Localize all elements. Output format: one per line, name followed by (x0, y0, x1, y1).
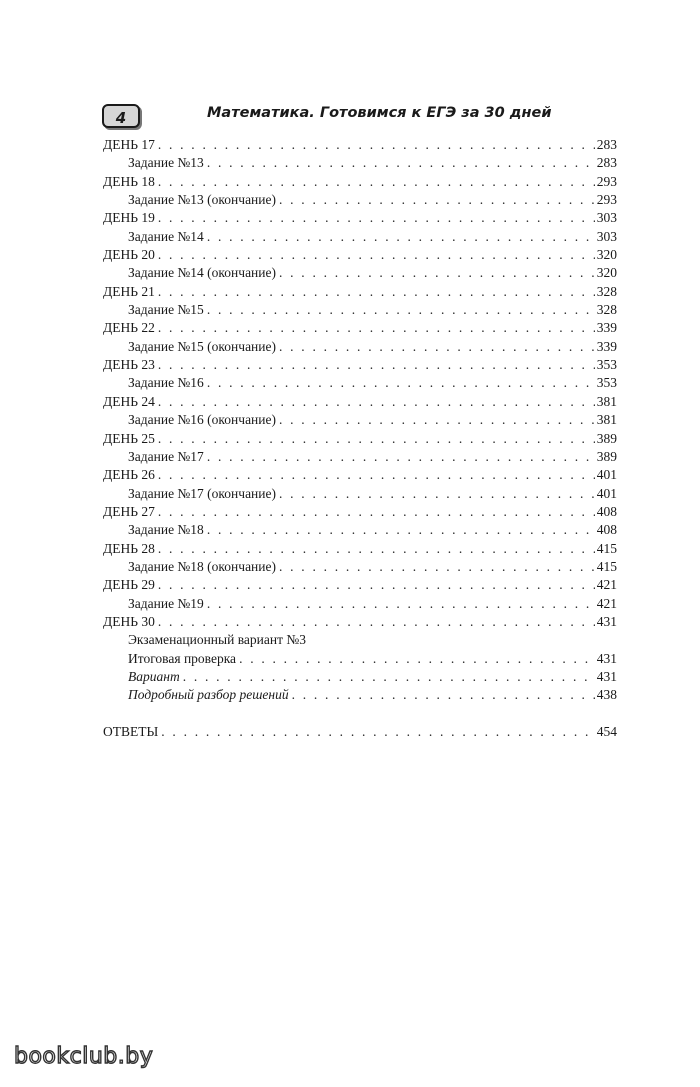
toc-entry-page: 293 (596, 173, 617, 189)
toc-leader-dots (279, 264, 595, 282)
toc-entry-label: ДЕНЬ 30 (103, 613, 155, 629)
toc-entry-page: 454 (596, 723, 617, 739)
toc-entry-day[interactable] (103, 246, 617, 264)
toc-entry-page: 415 (596, 558, 617, 574)
toc-entry-label: ДЕНЬ 28 (103, 540, 155, 556)
toc-entry-label: ДЕНЬ 24 (103, 393, 155, 409)
toc-entry-page: 328 (596, 283, 617, 299)
toc-entry-label: ДЕНЬ 21 (103, 283, 155, 299)
toc-entry-task[interactable] (103, 521, 617, 539)
toc-entry-task[interactable] (103, 650, 617, 668)
toc-entry-day[interactable] (103, 136, 617, 154)
toc-entry-label: Задание №16 (128, 375, 204, 391)
toc-leader-dots (158, 246, 595, 264)
toc-entry-task[interactable] (103, 411, 617, 429)
toc-entry-task[interactable] (103, 686, 617, 704)
toc-entry-task[interactable] (103, 558, 617, 576)
toc-leader-dots (158, 540, 595, 558)
toc-entry-page: 431 (596, 668, 617, 684)
toc-entry-page: 438 (596, 687, 617, 703)
toc-entry-page: 303 (596, 228, 617, 244)
toc-entry-page: 408 (596, 522, 617, 538)
toc-entry-task[interactable] (103, 485, 617, 503)
toc-entry-label: ДЕНЬ 23 (103, 357, 155, 373)
toc-entry-day[interactable] (103, 503, 617, 521)
toc-entry-label: Итоговая проверка (128, 650, 237, 666)
toc-leader-dots (183, 668, 595, 686)
toc-leader-dots (279, 485, 595, 503)
toc-leader-dots (279, 411, 595, 429)
toc-entry-label: Задание №13 (128, 155, 204, 171)
toc-entry-page: 415 (596, 540, 617, 556)
toc-entry-label: Экзаменационный вариант №3 (128, 632, 306, 648)
toc-entry-day[interactable] (103, 319, 617, 337)
toc-leader-dots (158, 393, 595, 411)
toc-entry-label: ДЕНЬ 29 (103, 577, 155, 593)
toc-entry-page: 408 (596, 503, 617, 519)
toc-entry-day[interactable] (103, 173, 617, 191)
toc-entry-task[interactable] (103, 448, 617, 466)
toc-entry-task[interactable] (103, 191, 617, 209)
toc-entry-task[interactable] (103, 301, 617, 319)
toc-entry-label: Вариант (128, 668, 180, 684)
toc-leader-dots (158, 576, 595, 594)
toc-entry-label: Задание №17 (128, 448, 204, 464)
watermark-logo: bookclub.by (14, 1044, 154, 1069)
toc-entry-page: 339 (596, 320, 617, 336)
toc-entry-page: 381 (596, 412, 617, 428)
toc-entry-task[interactable] (103, 374, 617, 392)
toc-leader-dots (158, 319, 595, 337)
toc-entry-day[interactable] (103, 723, 617, 741)
toc-entry-task[interactable] (103, 595, 617, 613)
toc-entry-label: Задание №19 (128, 595, 204, 611)
toc-entry-page: 339 (596, 338, 617, 354)
toc-leader-dots (292, 686, 595, 704)
toc-leader-dots (158, 209, 595, 227)
toc-leader-dots (158, 136, 595, 154)
toc-entry-page: 431 (596, 613, 617, 629)
toc-entry-page: 353 (596, 357, 617, 373)
toc-entry-task[interactable] (103, 338, 617, 356)
toc-entry-day[interactable] (103, 283, 617, 301)
toc-entry-page: 421 (596, 577, 617, 593)
toc-entry-label: Задание №17 (окончание) (128, 485, 276, 501)
toc-entry-label: Задание №18 (окончание) (128, 558, 276, 574)
toc-entry-task[interactable] (103, 154, 617, 172)
toc-entry-page: 353 (596, 375, 617, 391)
toc-entry-task[interactable] (103, 264, 617, 282)
toc-entry-page: 320 (596, 247, 617, 263)
toc-entry-page: 283 (596, 137, 617, 152)
toc-leader-dots (207, 154, 595, 172)
toc-entry-label: Подробный разбор решений (128, 687, 289, 703)
toc-entry-day[interactable] (103, 576, 617, 594)
toc-leader-dots (207, 521, 595, 539)
toc-entry-label: ДЕНЬ 20 (103, 247, 155, 263)
toc-entry-page: 421 (596, 595, 617, 611)
toc-leader-dots (239, 650, 595, 668)
toc-leader-dots (207, 595, 595, 613)
toc-entry-page: 328 (596, 302, 617, 318)
toc-entry-day[interactable] (103, 209, 617, 227)
toc-entry-page: 389 (596, 430, 617, 446)
toc-entry-task[interactable] (103, 228, 617, 246)
toc-leader-dots (279, 191, 595, 209)
toc-entry-label: ДЕНЬ 26 (103, 467, 155, 483)
toc-leader-dots (158, 356, 595, 374)
toc-entry-label: Задание №15 (128, 302, 204, 318)
table-of-contents (103, 136, 617, 741)
toc-entry-label: ДЕНЬ 19 (103, 210, 155, 226)
toc-leader-dots (161, 723, 594, 741)
toc-leader-dots (158, 613, 595, 631)
toc-entry-day[interactable] (103, 613, 617, 631)
toc-entry-page: 283 (596, 155, 617, 171)
toc-entry-page: 401 (596, 467, 617, 483)
toc-entry-label: ДЕНЬ 25 (103, 430, 155, 446)
book-title: Математика. Готовимся к ЕГЭ за 30 дней (207, 105, 552, 121)
toc-leader-dots (158, 173, 595, 191)
toc-entry-label: Задание №14 (окончание) (128, 265, 276, 281)
toc-leader-dots (207, 301, 595, 319)
toc-entry-page: 401 (596, 485, 617, 501)
toc-gap (103, 705, 617, 723)
page-header (102, 104, 617, 130)
toc-leader-dots (207, 374, 595, 392)
toc-entry-label: Задание №15 (окончание) (128, 338, 276, 354)
toc-leader-dots (158, 283, 595, 301)
toc-entry-page: 320 (596, 265, 617, 281)
toc-entry-page: 293 (596, 192, 617, 208)
toc-leader-dots (207, 228, 595, 246)
toc-entry-page: 389 (596, 448, 617, 464)
toc-entry-page: 381 (596, 393, 617, 409)
toc-entry-label: ДЕНЬ 18 (103, 173, 155, 189)
toc-leader-dots (158, 430, 595, 448)
toc-entry-task[interactable] (103, 631, 617, 649)
toc-entry-page: 431 (596, 650, 617, 666)
toc-entry-day[interactable] (103, 393, 617, 411)
toc-entry-label: Задание №16 (окончание) (128, 412, 276, 428)
toc-leader-dots (158, 503, 595, 521)
toc-entry-day[interactable] (103, 466, 617, 484)
toc-leader-dots (279, 558, 595, 576)
toc-leader-dots (279, 338, 595, 356)
toc-entry-label: Задание №13 (окончание) (128, 192, 276, 208)
toc-entry-page: 303 (596, 210, 617, 226)
toc-leader-dots (158, 466, 595, 484)
toc-entry-label: Задание №18 (128, 522, 204, 538)
toc-entry-day[interactable] (103, 430, 617, 448)
toc-entry-day[interactable] (103, 540, 617, 558)
toc-entry-label: ОТВЕТЫ (103, 723, 159, 739)
toc-entry-label: ДЕНЬ 22 (103, 320, 155, 336)
toc-leader-dots (207, 448, 595, 466)
toc-entry-label: ДЕНЬ 27 (103, 503, 155, 519)
toc-entry-day[interactable] (103, 356, 617, 374)
page-number-badge: 4 (102, 104, 140, 128)
toc-entry-label: ДЕНЬ 17 (103, 137, 155, 152)
toc-entry-task[interactable] (103, 668, 617, 686)
toc-entry-label: Задание №14 (128, 228, 204, 244)
